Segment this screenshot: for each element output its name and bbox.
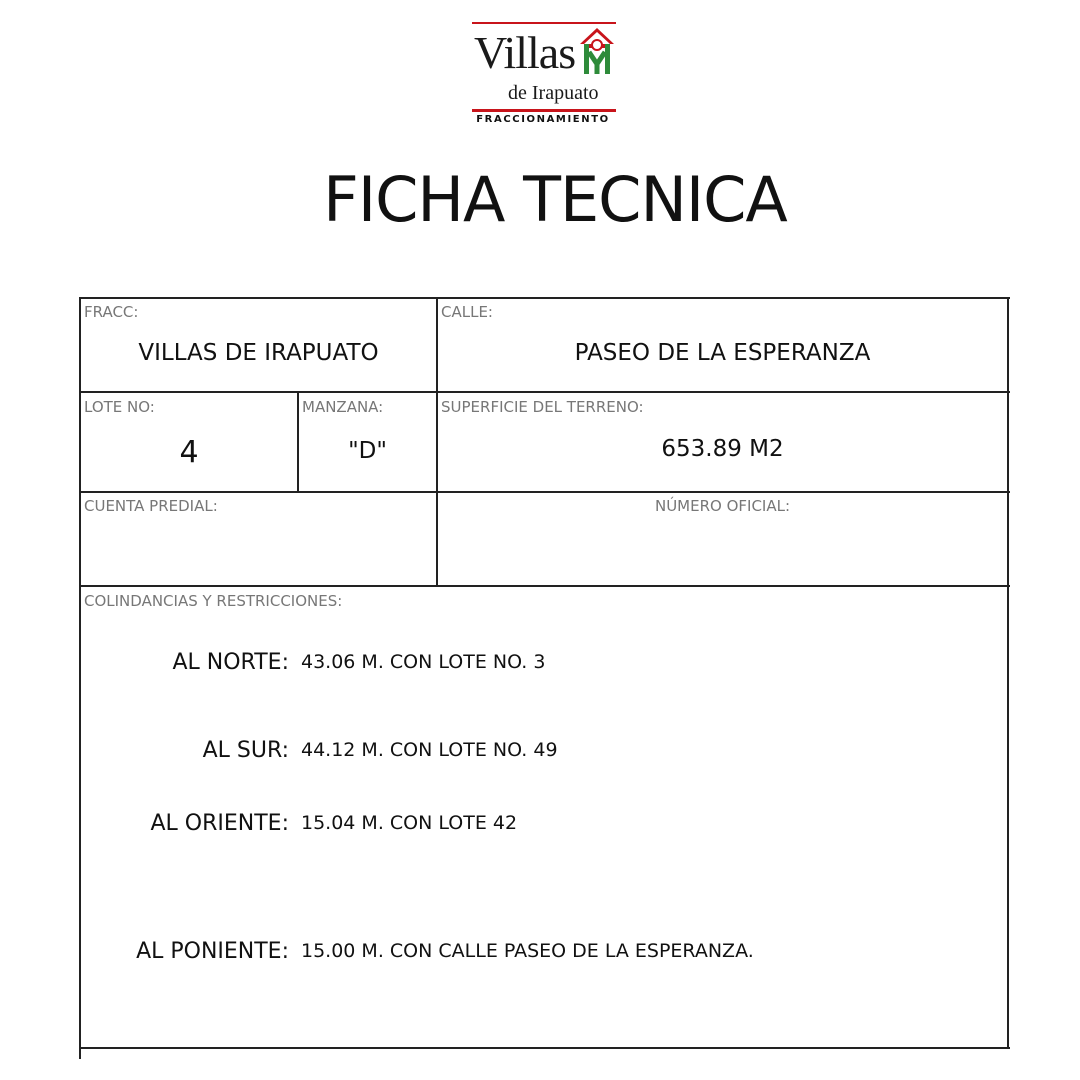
colindancia-row-oriente <box>79 810 1010 840</box>
colindancia-description: 43.06 M. CON LOTE NO. 3 <box>301 651 546 673</box>
colindancia-row-poniente <box>79 938 1010 968</box>
colindancia-direction: AL NORTE: <box>172 650 289 675</box>
colindancia-direction: AL PONIENTE: <box>136 939 289 964</box>
calle-label: CALLE: <box>441 303 493 321</box>
row-divider-3 <box>79 585 1010 587</box>
technical-sheet-table <box>79 297 1010 1049</box>
colindancia-row-norte <box>79 649 1010 679</box>
manzana-label: MANZANA: <box>302 398 384 416</box>
superficie-label: SUPERFICIE DEL TERRENO: <box>441 398 644 416</box>
row-divider-2 <box>79 491 1010 493</box>
row-divider-1 <box>79 391 1010 393</box>
fracc-value: VILLAS DE IRAPUATO <box>138 340 379 366</box>
colindancia-description: 15.00 M. CON CALLE PASEO DE LA ESPERANZA. <box>301 940 754 962</box>
lote-value: 4 <box>179 435 199 470</box>
colindancia-row-sur <box>79 737 1010 767</box>
house-person-icon <box>578 24 616 74</box>
logo-wordmark: Villas <box>474 27 576 78</box>
numero-oficial-label: NÚMERO OFICIAL: <box>654 497 791 515</box>
fracc-label: FRACC: <box>84 303 139 321</box>
logo-subtitle: de Irapuato <box>508 82 599 104</box>
logo-tagline: FRACCIONAMIENTO <box>476 114 610 125</box>
brand-logo <box>470 20 616 128</box>
superficie-value: 653.89 M2 <box>661 436 784 462</box>
colindancia-direction: AL SUR: <box>202 738 289 763</box>
colindancia-direction: AL ORIENTE: <box>150 811 289 836</box>
colindancia-description: 44.12 M. CON LOTE NO. 49 <box>301 739 558 761</box>
sheet-border-top <box>79 297 1010 299</box>
calle-value: PASEO DE LA ESPERANZA <box>574 340 871 366</box>
manzana-value: "D" <box>348 438 387 464</box>
lote-label: LOTE NO: <box>84 398 155 416</box>
colindancias-label: COLINDANCIAS Y RESTRICCIONES: <box>84 592 343 610</box>
cuenta-predial-label: CUENTA PREDIAL: <box>84 497 218 515</box>
page-title: FICHA TECNICA <box>323 163 787 236</box>
colindancia-description: 15.04 M. CON LOTE 42 <box>301 812 518 834</box>
sheet-border-bottom <box>79 1047 1010 1049</box>
